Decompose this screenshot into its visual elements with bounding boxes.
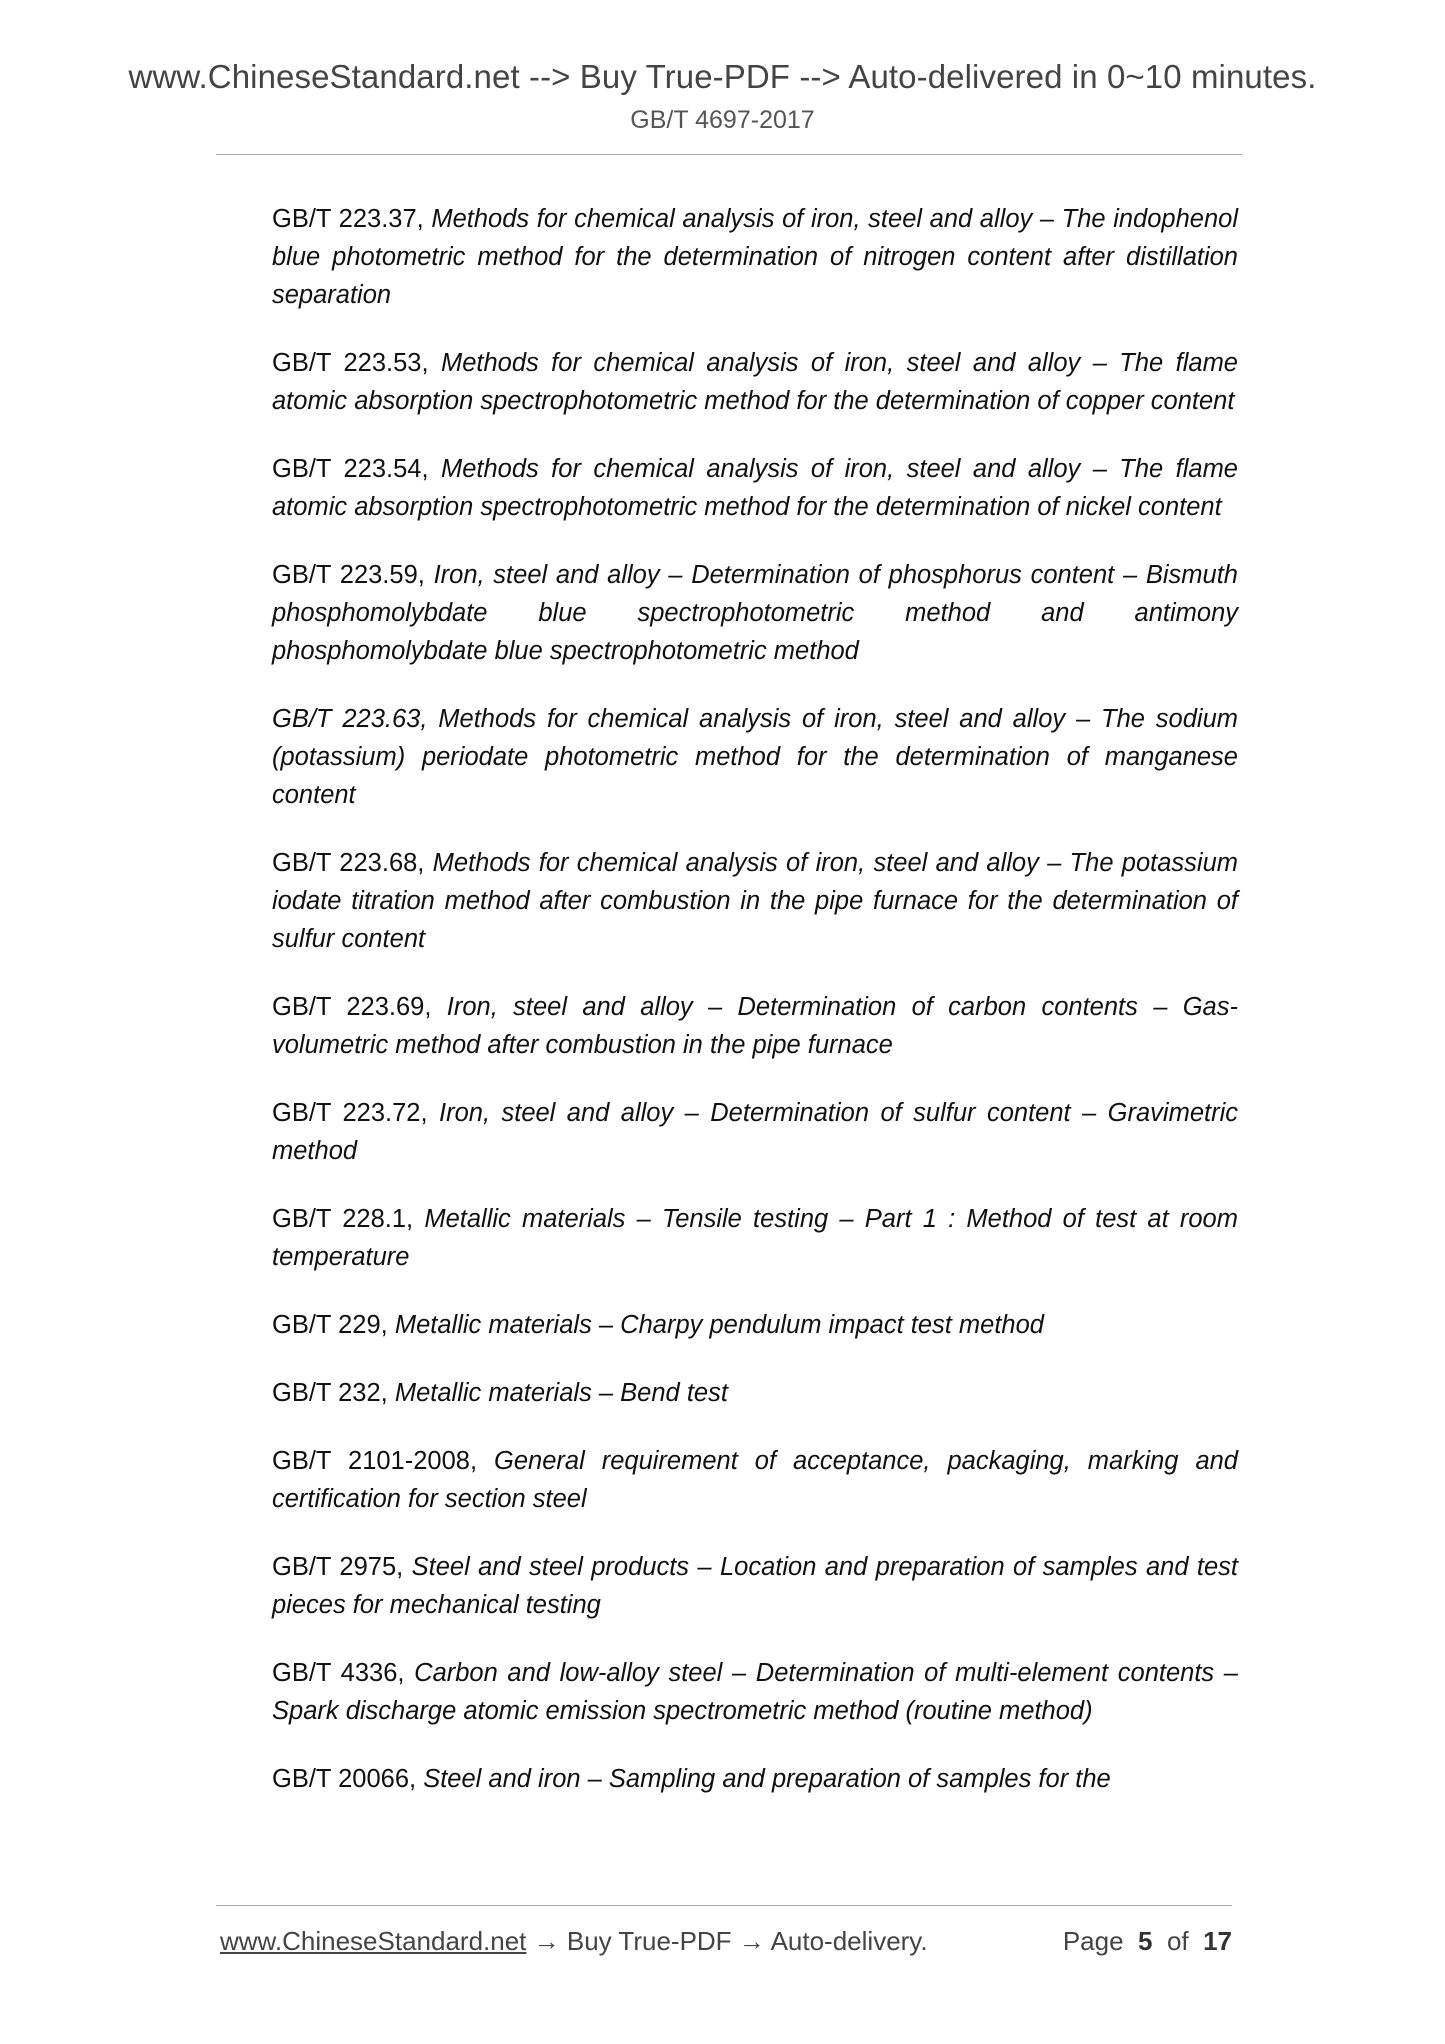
reference-title: Metallic materials – Bend test xyxy=(394,1379,728,1407)
reference-item xyxy=(272,1094,1238,1170)
reference-title: Methods for chemical analysis of iron, steel and alloy – The potassium iodate titration method after combustion in the pipe furnace for the determination of sulfur content xyxy=(272,849,1238,953)
reference-title: Metallic materials – Charpy pendulum impact test method xyxy=(394,1311,1044,1339)
current-page-number: 5 xyxy=(1138,1926,1153,1956)
reference-code: GB/T 229, xyxy=(272,1311,388,1339)
reference-item xyxy=(272,1548,1238,1624)
reference-code: GB/T 223.72, xyxy=(272,1099,428,1127)
reference-item xyxy=(272,1760,1238,1798)
reference-code: GB/T 223.68, xyxy=(272,849,425,877)
reference-item xyxy=(272,1374,1238,1412)
reference-title: Metallic materials – Tensile testing – Part 1 : Method of test at room temperature xyxy=(272,1205,1238,1271)
reference-item xyxy=(272,1306,1238,1344)
reference-code: GB/T 223.54, xyxy=(272,455,429,483)
reference-code: GB/T 223.37, xyxy=(272,205,424,233)
reference-code: GB/T 2101-2008, xyxy=(272,1447,478,1475)
reference-code: GB/T 232, xyxy=(272,1379,388,1407)
page-indicator xyxy=(1063,1926,1232,1957)
reference-title: Methods for chemical analysis of iron, steel and alloy – The indophenol blue photometric method for the determination of nitrogen content after distillation separation xyxy=(272,205,1238,309)
reference-item xyxy=(272,200,1238,314)
reference-code: GB/T 223.53, xyxy=(272,349,429,377)
reference-item xyxy=(272,556,1238,670)
reference-item xyxy=(272,844,1238,958)
reference-code: GB/T 228.1, xyxy=(272,1205,414,1233)
reference-item xyxy=(272,988,1238,1064)
reference-title: General requirement of acceptance, packaging, marking and certification for section steel xyxy=(272,1447,1238,1513)
reference-code: GB/T 223.59, xyxy=(272,561,425,589)
footer-divider xyxy=(216,1905,1232,1906)
reference-code: GB/T 223.69, xyxy=(272,993,432,1021)
reference-code: GB/T 4336, xyxy=(272,1659,405,1687)
reference-item xyxy=(272,1442,1238,1518)
reference-item xyxy=(272,450,1238,526)
standard-number: GB/T 4697-2017 xyxy=(630,106,815,134)
reference-title: Steel and iron – Sampling and preparation of samples for the xyxy=(423,1765,1111,1793)
reference-title: Methods for chemical analysis of iron, steel and alloy – The flame atomic absorption spectrophotometric method for the determination of copper content xyxy=(272,349,1238,415)
header-banner: www.ChineseStandard.net --> Buy True-PDF --> Auto-delivered in 0~10 minutes. xyxy=(128,58,1317,95)
reference-title: Iron, steel and alloy – Determination of sulfur content – Gravimetric method xyxy=(272,1099,1238,1165)
reference-code: GB/T 2975, xyxy=(272,1553,404,1581)
reference-title: Iron, steel and alloy – Determination of carbon contents – Gas-volumetric method after combustion in the pipe furnace xyxy=(272,993,1238,1059)
reference-item xyxy=(272,344,1238,420)
reference-title: Methods for chemical analysis of iron, steel and alloy – The flame atomic absorption spectrophotometric method for the determination of nickel content xyxy=(272,455,1238,521)
normative-references-list xyxy=(272,200,1238,1828)
of-label: of xyxy=(1166,1926,1189,1956)
reference-title: Methods for chemical analysis of iron, steel and alloy – The sodium (potassium) periodate photometric method for the determination of manganese content xyxy=(272,705,1238,809)
footer-promo xyxy=(220,1926,928,1957)
footer-site-link[interactable]: www.ChineseStandard.net xyxy=(220,1926,527,1956)
total-pages-number: 17 xyxy=(1203,1926,1232,1956)
reference-item xyxy=(272,700,1238,814)
header-divider xyxy=(216,154,1242,155)
reference-title: Steel and steel products – Location and preparation of samples and test pieces for mechanical testing xyxy=(272,1553,1238,1619)
reference-item xyxy=(272,1654,1238,1730)
footer-promo-text: → Buy True-PDF → Auto-delivery. xyxy=(526,1926,928,1956)
reference-code: GB/T 20066, xyxy=(272,1765,417,1793)
reference-title: Carbon and low-alloy steel – Determination of multi-element contents – Spark discharge atomic emission spectrometric method (routine method) xyxy=(272,1659,1238,1725)
page-label: Page xyxy=(1062,1926,1124,1956)
reference-item xyxy=(272,1200,1238,1276)
page-footer xyxy=(220,1926,1232,1966)
reference-title: Iron, steel and alloy – Determination of phosphorus content – Bismuth phosphomolybdate blue spectrophotometric method and antimony phosphomolybdate blue spectrophotometric method xyxy=(272,561,1238,665)
reference-code: GB/T 223.63, xyxy=(272,705,428,733)
